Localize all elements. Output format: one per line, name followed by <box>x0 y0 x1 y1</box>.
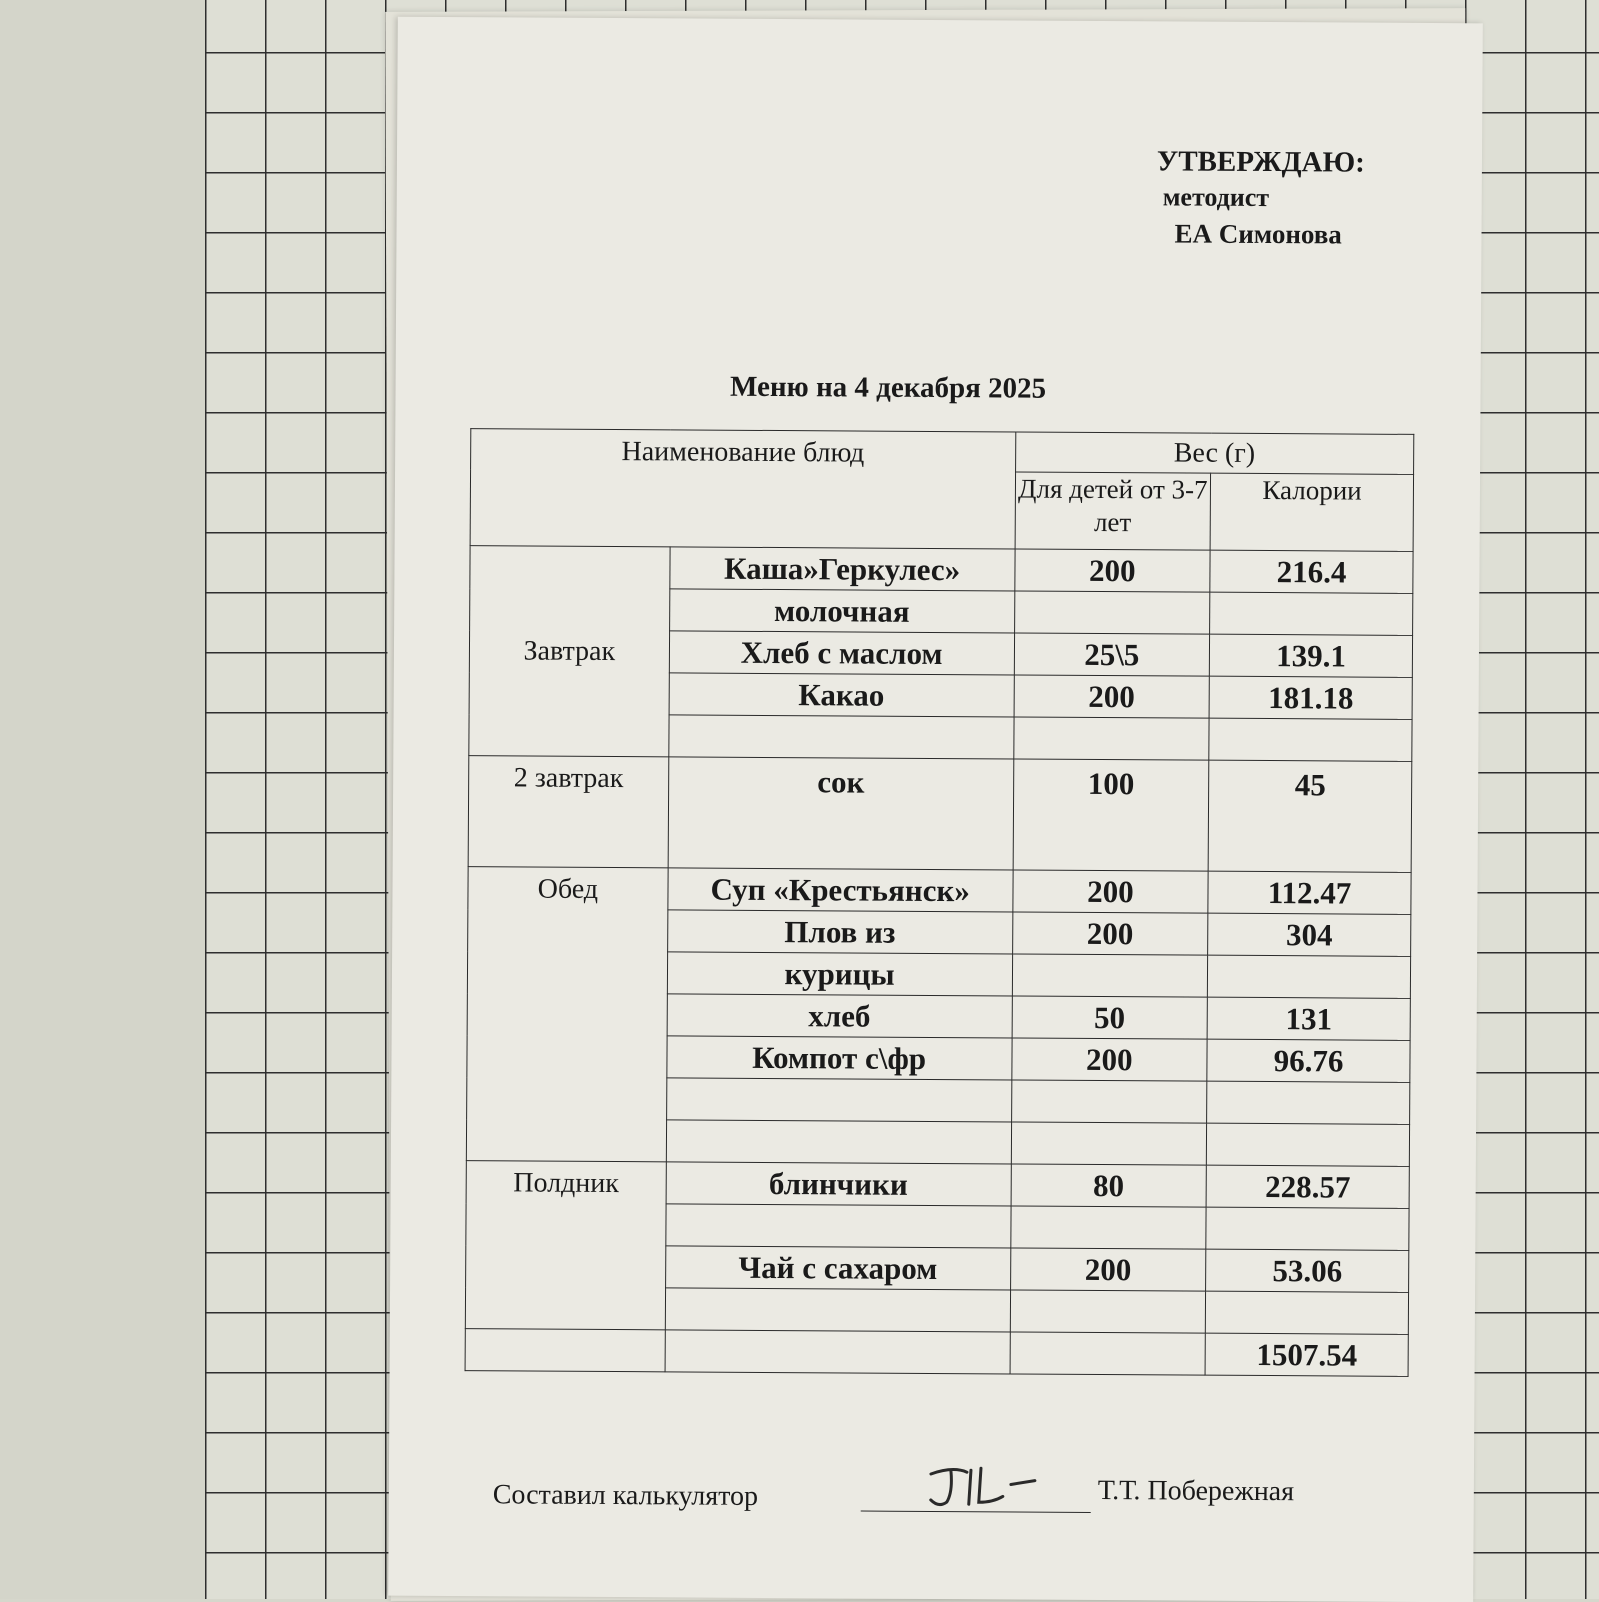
approval-name: ЕА Симонова <box>1174 218 1342 250</box>
weight-cell: 200 <box>1014 549 1210 592</box>
menu-table <box>465 428 1415 1377</box>
table-row <box>466 1161 1409 1209</box>
dish-cell: блинчики <box>666 1162 1011 1206</box>
calories-cell: 304 <box>1208 913 1411 956</box>
compiler-name: Т.Т. Побережная <box>1097 1475 1295 1508</box>
dish-cell <box>669 715 1014 759</box>
calories-cell: 112.47 <box>1208 871 1411 914</box>
weight-cell: 200 <box>1012 912 1208 955</box>
meal-lunch: Обед <box>466 867 668 1162</box>
total-empty-cell <box>465 1329 665 1372</box>
approval-position: методист <box>1162 182 1270 213</box>
weight-cell: 200 <box>1011 1038 1207 1081</box>
total-row <box>465 1329 1408 1377</box>
dish-cell: Хлеб с маслом <box>669 631 1014 675</box>
weight-cell: 25\5 <box>1014 633 1210 676</box>
weight-cell <box>1014 591 1210 634</box>
calories-cell: 216.4 <box>1210 550 1413 593</box>
calories-cell <box>1210 592 1413 635</box>
dish-cell: Компот с\фр <box>667 1036 1012 1080</box>
total-calories: 1507.54 <box>1205 1333 1408 1376</box>
table-header-row <box>471 429 1414 475</box>
weight-cell <box>1011 1122 1207 1165</box>
weight-cell <box>1010 1206 1206 1249</box>
weight-cell: 200 <box>1012 870 1208 913</box>
dish-cell: Плов из <box>667 910 1012 954</box>
calories-cell <box>1206 1291 1409 1334</box>
dish-cell: Какао <box>669 673 1014 717</box>
dish-cell: Суп «Крестьянск» <box>668 868 1013 912</box>
weight-cell <box>1011 1080 1207 1123</box>
calories-cell: 45 <box>1208 760 1411 872</box>
dish-cell: Чай с сахаром <box>665 1246 1010 1290</box>
header-weight: Вес (г) <box>1015 432 1414 475</box>
compiler-label: Составил калькулятор <box>492 1479 759 1512</box>
calories-cell <box>1207 1081 1410 1124</box>
meal-second-breakfast: 2 завтрак <box>468 756 668 868</box>
dish-cell <box>665 1288 1010 1332</box>
calories-cell: 181.18 <box>1209 676 1412 719</box>
dish-cell <box>666 1120 1011 1164</box>
total-empty-cell <box>665 1330 1010 1374</box>
calories-cell <box>1209 718 1412 761</box>
dish-cell <box>666 1078 1011 1122</box>
header-children: Для детей от 3-7 лет <box>1015 472 1211 550</box>
calories-cell: 96.76 <box>1207 1039 1410 1082</box>
weight-cell <box>1010 1290 1206 1333</box>
calories-cell: 139.1 <box>1210 634 1413 677</box>
dish-cell <box>666 1204 1011 1248</box>
table-row <box>470 546 1413 594</box>
calories-cell: 131 <box>1207 997 1410 1040</box>
calories-cell: 53.06 <box>1206 1249 1409 1292</box>
approval-block <box>1156 143 1365 252</box>
header-dish-name: Наименование блюд <box>470 429 1015 549</box>
dish-cell: хлеб <box>667 994 1012 1038</box>
approval-title: УТВЕРЖДАЮ: <box>1156 145 1365 179</box>
calories-cell: 228.57 <box>1206 1165 1409 1208</box>
weight-cell <box>1012 954 1208 997</box>
handwritten-signature <box>923 1462 1053 1518</box>
weight-cell: 100 <box>1013 759 1209 871</box>
page-title: Меню на 4 декабря 2025 <box>729 370 1047 405</box>
weight-cell: 80 <box>1011 1164 1207 1207</box>
calories-cell <box>1207 1123 1410 1166</box>
table-row <box>468 867 1411 915</box>
dish-cell: молочная <box>669 589 1014 633</box>
menu-document <box>388 17 1483 1602</box>
dish-cell: курицы <box>667 952 1012 996</box>
dish-cell: сок <box>668 757 1013 870</box>
weight-cell: 50 <box>1012 996 1208 1039</box>
signature-block <box>492 1459 1393 1512</box>
meal-snack: Полдник <box>465 1161 666 1330</box>
weight-cell <box>1013 717 1209 760</box>
desk-surface <box>0 0 205 1599</box>
dish-cell: Каша»Геркулес» <box>670 547 1015 591</box>
total-empty-cell <box>1010 1332 1206 1375</box>
weight-cell: 200 <box>1010 1248 1206 1291</box>
weight-cell: 200 <box>1014 675 1210 718</box>
calories-cell <box>1206 1207 1409 1250</box>
calories-cell <box>1208 955 1411 998</box>
header-calories: Калории <box>1210 473 1413 551</box>
table-row <box>468 756 1412 873</box>
meal-breakfast: Завтрак <box>469 546 670 757</box>
